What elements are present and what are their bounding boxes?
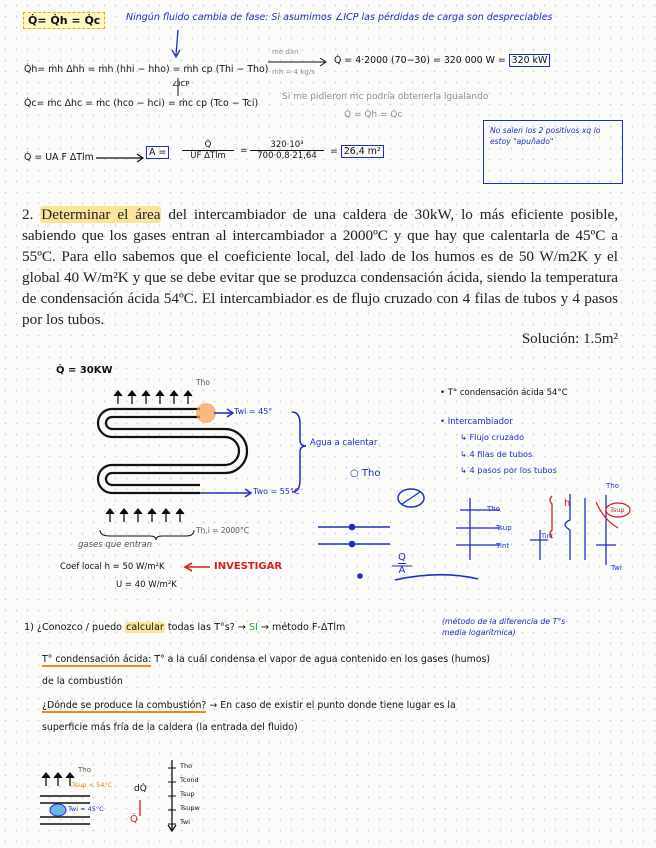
combustion-question: ¿Dónde se produce la combustión? → En caso de existir el punto donde tiene lugar es la bbox=[42, 700, 456, 711]
sketch-tho-2: Tho bbox=[606, 482, 619, 490]
method-note: (método de la diferencia de T°s media logarítmica) bbox=[442, 617, 566, 637]
q-over-a: Q A bbox=[398, 552, 406, 576]
fraction-2: 320·10³ 700·0,8·21,64 bbox=[250, 140, 324, 161]
local-coef-label: Coef local h = 50 W/m²K bbox=[60, 562, 165, 572]
equals-sign: = bbox=[240, 146, 248, 156]
serpentine-tube bbox=[98, 409, 247, 493]
given-label: me dan bbox=[272, 48, 299, 56]
grey-note-line1: Si me pidieron ṁc podría obtenerla igualando bbox=[282, 92, 489, 102]
combustion-answer-cont: superficie más fría de la caldera (la entrada del fluido) bbox=[42, 722, 298, 733]
scale-3: Tsupw bbox=[180, 804, 200, 812]
icp-label: ∠ICP bbox=[172, 80, 190, 88]
phase-change-note: Ningún fluido cambia de fase: Si asumimos ∠ICP las pérdidas de carga son despreciables bbox=[126, 12, 553, 23]
bottom-tsup: Tsup < 54°C bbox=[72, 781, 113, 789]
gases-label: gases que entran bbox=[78, 540, 153, 550]
water-outlet-temp: Two = 55°C bbox=[253, 487, 300, 496]
bottom-tho: Tho bbox=[78, 766, 91, 774]
bottom-dq: dQ̇ bbox=[134, 784, 147, 794]
problem-number: 2. bbox=[22, 206, 34, 223]
gas-inlet-temp: Th,i = 2000°C bbox=[196, 526, 249, 535]
calcular-highlight: calcular bbox=[126, 622, 164, 633]
sketch-twi: Twi bbox=[611, 564, 622, 572]
temp-profile-sketch bbox=[456, 494, 616, 565]
bottom-arrows bbox=[42, 773, 74, 786]
tho-top-label: Tho bbox=[196, 378, 210, 387]
investigar-label: INVESTIGAR bbox=[214, 561, 283, 572]
cond-definition: T° condensación ácida: T° a la cuál condensa el vapor de agua contenido en los gases (humos) bbox=[42, 654, 491, 665]
bullet-crossflow: ↳ Flujo cruzado bbox=[460, 432, 525, 442]
positive-note-box: No salen los 2 positivos xq lo estoy "apuñado" bbox=[483, 120, 623, 184]
donde-question: ¿Dónde se produce la combustión? bbox=[42, 700, 207, 711]
scale-0: Tho bbox=[180, 762, 193, 770]
si-answer: SI bbox=[248, 622, 258, 633]
water-inlet-temp: Twi = 45° bbox=[234, 407, 273, 416]
sketch-tsup-2: Tsup bbox=[610, 506, 625, 514]
cold-side-equation: Q̇c= ṁc Δhc = ṁc (hco − hci) = ṁc cp (Tco − Tci) bbox=[24, 98, 259, 109]
step-1-question: 1) ¿Conozco / puedo calcular todas las T°s? → SI → método F-ΔTlm bbox=[24, 622, 346, 633]
hot-side-equation: Q̇h= ṁh Δhh = ṁh (hhi − hho) = ṁh cp (Thi − Tho) bbox=[24, 64, 269, 75]
water-label: Agua a calentar bbox=[310, 438, 378, 448]
area-result: = 26,4 m² bbox=[330, 146, 384, 157]
heat-rate-result: 320 kW bbox=[509, 54, 551, 67]
gas-arrows-bottom bbox=[106, 509, 184, 522]
bottom-q: Q̇ bbox=[130, 814, 138, 825]
sketch-h: h bbox=[564, 498, 571, 509]
global-coef-label: U = 40 W/m²K bbox=[116, 580, 177, 590]
cond-definition-cont: de la combustión bbox=[42, 676, 123, 687]
bullet-passes: ↳ 4 pasos por los tubos bbox=[460, 465, 557, 475]
bullet-exchanger: • Intercambiador bbox=[440, 417, 513, 427]
highlighted-phrase: Determinar el área bbox=[41, 206, 161, 223]
energy-balance-label: Q̇= Q̇h = Q̇c bbox=[23, 14, 105, 27]
sketch-tho: Tho bbox=[487, 505, 500, 513]
scale-2: Tsup bbox=[180, 790, 195, 798]
gas-arrows-top bbox=[114, 391, 192, 404]
bullet-rows: ↳ 4 filas de tubos bbox=[460, 449, 533, 459]
sketch-tint: Tint bbox=[496, 542, 510, 550]
scale-4: Twi bbox=[180, 818, 191, 826]
ua-equation: Q̇ = UA F ΔTlm bbox=[24, 152, 94, 163]
scale-1: Tcond bbox=[180, 776, 199, 784]
bottom-twi: Twi = 45°C bbox=[68, 805, 104, 813]
power-label: Q̇ = 30KW bbox=[56, 365, 113, 376]
sketch-tsup: Tsup bbox=[496, 524, 512, 532]
inlet-highlight bbox=[196, 403, 216, 423]
tho-circle-label: ○ Tho bbox=[350, 468, 381, 479]
mass-flow-given: ṁh = 4 kg/s bbox=[272, 68, 315, 76]
grey-note-line2: Q̇ = Q̇h = Q̇c bbox=[344, 110, 403, 120]
problem-text: del intercambiador de una caldera de 30kW, lo más eficiente posible, sabiendo que los gases entran al intercambiador a 2000ºC y que hay que calentarla de 45ºC a 55ºC. Para ello sabemos que el coeficiente local, del lado de los humos es de 50 W/m2K y el global 40 W/m²K y que se debe evitar que se produzca condensación ácida, siendo la temperatura de condensación ácida 54ºC. El intercambiador es de flujo cruzado con 4 filas de tubos y 4 pasos por los tubos. bbox=[22, 206, 618, 328]
solution: Solución: 1.5m² bbox=[521, 331, 618, 347]
heat-rate-calc: Q̇ = 4·2000 (70−30) = 320 000 W = 320 kW bbox=[334, 55, 550, 66]
sketch-tint-2: Tint bbox=[541, 532, 554, 540]
bullet-cond-temp: • T° condensación ácida 54°C bbox=[440, 388, 568, 398]
cond-title: T° condensación ácida: bbox=[42, 654, 152, 665]
fraction-1: Q̇ UF ΔTlm bbox=[182, 140, 234, 161]
area-lhs: A = bbox=[146, 147, 169, 158]
